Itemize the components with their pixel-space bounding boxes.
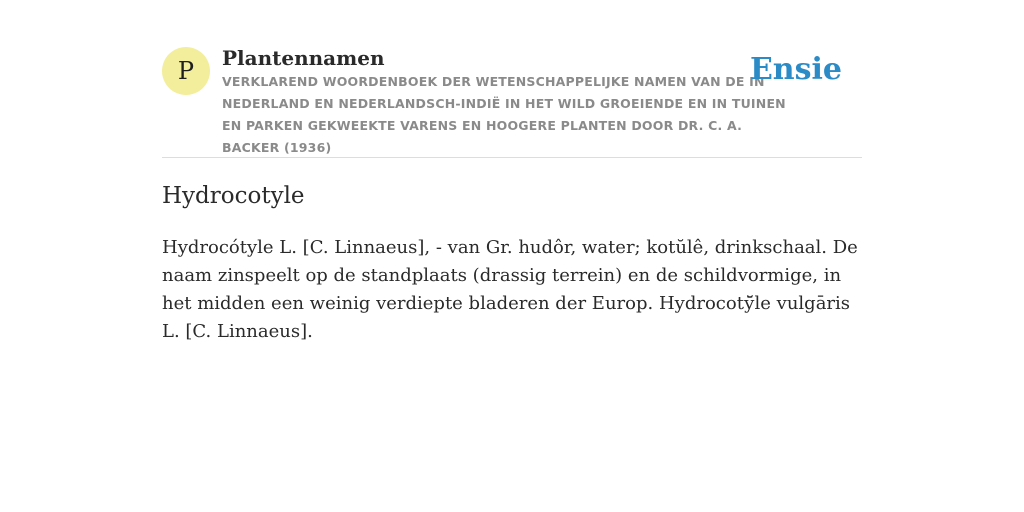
dictionary-header (162, 0, 862, 158)
dictionary-name[interactable]: Plantennamen (222, 46, 385, 70)
entry-body: Hydrocótyle L. [C. Linnaeus], - van Gr. hudôr, water; kotŭlê, drinkschaal. De naam zinspeelt op de standplaats (drassig terrein) en de schildvormige, in het midden een weinig verdiepte bladeren der Europ. Hydrocotў̆le vulgāris L. [C. Linnaeus]. (162, 237, 858, 342)
page (162, 0, 862, 342)
dictionary-description: VERKLAREND WOORDENBOEK DER WETENSCHAPPELIJKE NAMEN VAN DE IN NEDERLAND EN NEDERLANDSCH-INDIË IN HET WILD GROEIENDE EN IN TUINEN EN PARKEN GEKWEEKTE VARENS EN HOOGERE PLANTEN DOOR DR. C. A. BACKER (1936) (222, 74, 786, 155)
entry-title: Hydrocotyle (162, 183, 305, 209)
logo-letter: P (177, 57, 195, 85)
ensie-brand-link[interactable]: Ensie (749, 52, 842, 87)
dictionary-logo[interactable] (162, 47, 210, 95)
